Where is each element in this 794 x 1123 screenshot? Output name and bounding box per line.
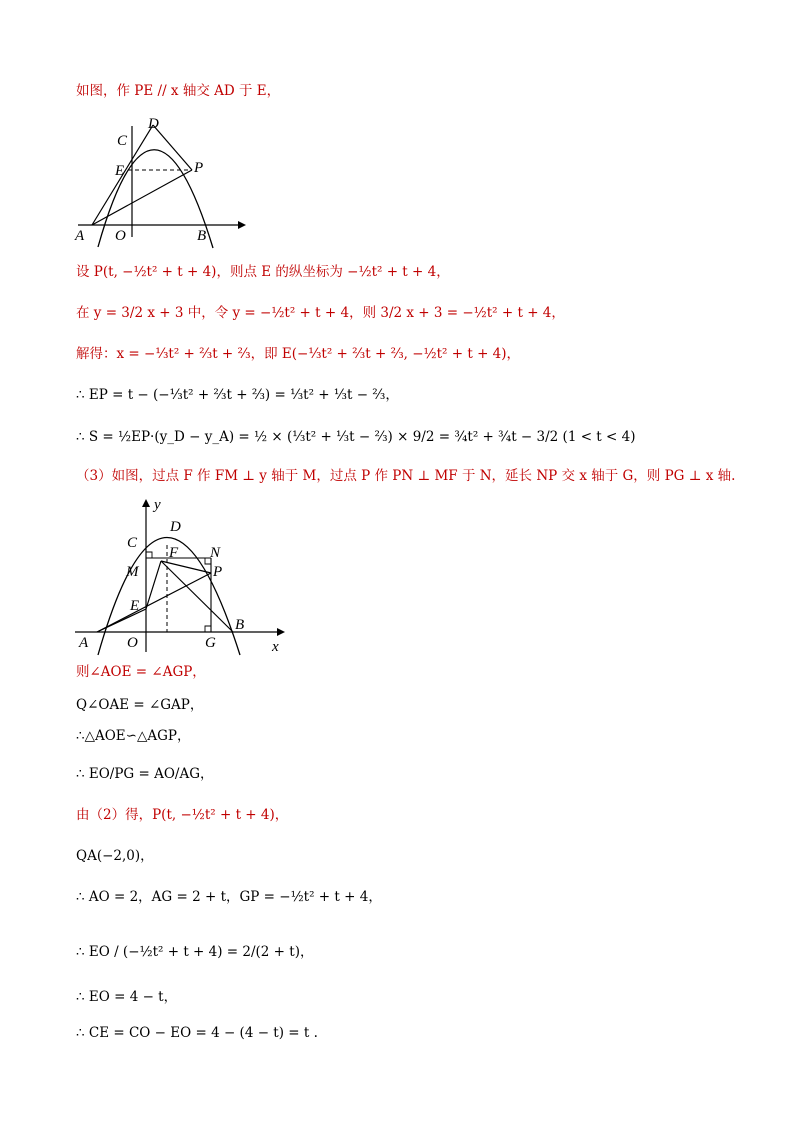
text-line-11: ∴ EO/PG = AO/AG，	[76, 766, 214, 782]
label-D: D	[148, 116, 159, 132]
text-line-7: （3）如图，过点 F 作 FM ⊥ y 轴于 M，过点 P 作 PN ⊥ MF 于 N，延长 NP 交 x 轴于 G，则 PG ⊥ x 轴.	[76, 468, 736, 484]
label-G: G	[205, 635, 216, 651]
text-line-10: ∴△AOE∽△AGP，	[76, 728, 191, 744]
text-line-8: 则∠AOE = ∠AGP，	[76, 664, 206, 680]
text-line-5: ∴ EP = t − (−⅓t² + ⅔t + ⅔) = ⅓t² + ⅓t − ⅔，	[76, 387, 399, 403]
label-O: O	[127, 635, 138, 651]
label-C: C	[127, 535, 138, 551]
text-line-13: QA(−2,0)，	[76, 848, 154, 864]
label-P: P	[213, 564, 223, 580]
text-line-3: 在 y = 3/2 x + 3 中，令 y = −½t² + t + 4，则 3/2 x + 3 = −½t² + t + 4，	[76, 305, 565, 321]
text-line-9: Q∠OAE = ∠GAP，	[76, 697, 204, 713]
label-B: B	[235, 617, 245, 633]
figure-2	[70, 495, 295, 660]
label-B: B	[197, 228, 207, 244]
label-D: D	[170, 519, 181, 535]
label-x: x	[272, 639, 279, 655]
label-C: C	[117, 133, 128, 149]
text-line-1: 如图，作 PE // x 轴交 AD 于 E，	[76, 83, 281, 99]
text-line-12: 由（2）得，P(t, −½t² + t + 4)，	[76, 807, 289, 823]
figure-1	[70, 112, 250, 252]
label-P: P	[194, 160, 204, 176]
label-y: y	[154, 497, 161, 513]
label-F: F	[169, 545, 179, 561]
text-line-14: ∴ AO = 2，AG = 2 + t，GP = −½t² + t + 4，	[76, 889, 382, 905]
text-line-16: ∴ EO = 4 − t，	[76, 989, 178, 1005]
label-O: O	[115, 228, 126, 244]
label-E: E	[115, 163, 125, 179]
text-line-2: 设 P(t, −½t² + t + 4)，则点 E 的纵坐标为 −½t² + t + 4，	[76, 264, 450, 280]
text-line-6: ∴ S = ½EP·(y_D − y_A) = ½ × (⅓t² + ⅓t − ⅔) × 9/2 = ¾t² + ¾t − 3/2 (1 < t < 4)	[76, 429, 636, 445]
label-N: N	[210, 545, 221, 561]
label-A: A	[79, 635, 89, 651]
text-line-17: ∴ CE = CO − EO = 4 − (4 − t) = t .	[76, 1025, 318, 1041]
label-M: M	[126, 564, 139, 580]
text-line-15: ∴ EO / (−½t² + t + 4) = 2/(2 + t)，	[76, 944, 314, 960]
label-E: E	[130, 598, 140, 614]
text-line-4: 解得：x = −⅓t² + ⅔t + ⅔，即 E(−⅓t² + ⅔t + ⅔, −½t² + t + 4)，	[76, 346, 521, 362]
label-A: A	[75, 228, 85, 244]
